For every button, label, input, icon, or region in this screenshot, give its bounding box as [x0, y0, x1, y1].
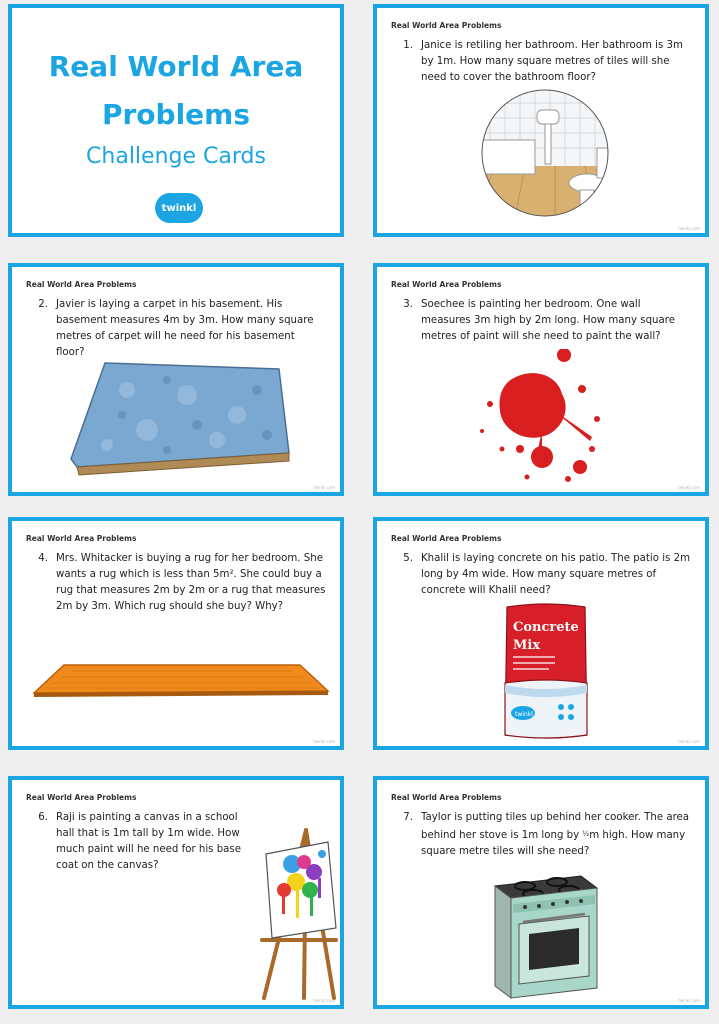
twinkl-logo: twinkl [155, 193, 203, 223]
bag-label-line-1: Concrete [513, 620, 579, 635]
corner-mark: twinkl.com [678, 485, 700, 490]
question-text: Khalil is laying concrete on his patio. The patio is 2m long by 4m wide. How many square metres of concrete will Khalil need? [421, 553, 691, 596]
fraction-half: ½ [582, 830, 590, 838]
stove-image [489, 868, 599, 1003]
question-number: 2. [38, 299, 48, 310]
question-number: 6. [38, 812, 48, 823]
question-number: 7. [403, 812, 413, 823]
card-header: Real World Area Problems [391, 21, 502, 30]
question-number: 4. [38, 553, 48, 564]
card-header: Real World Area Problems [391, 280, 502, 289]
question [30, 551, 326, 615]
corner-mark: twinkl.com [678, 226, 700, 231]
corner-mark: twinkl.com [678, 739, 700, 744]
question-text-end: m high. How many square metre tiles will she need? [421, 830, 686, 857]
bag-logo: twinkl [515, 711, 533, 718]
question-text: Javier is laying a carpet in his basement. His basement measures 4m by 3m. How many square metres of carpet will he need for his basement floor? [56, 299, 314, 358]
challenge-card-3 [373, 263, 709, 496]
question [30, 810, 250, 874]
question-text-start: Taylor is putting tiles up behind her cooker. The area behind her stove is 1m long by [421, 812, 690, 841]
question-number: 1. [403, 40, 413, 51]
question [30, 297, 326, 361]
challenge-card-6 [8, 776, 344, 1009]
question-text: Soechee is painting her bedroom. One wall measures 3m high by 2m long. How many square metres of paint will she need to paint the wall? [421, 299, 675, 342]
card-header: Real World Area Problems [391, 534, 502, 543]
title-line-2: Problems [101, 98, 251, 131]
title-card [8, 4, 344, 237]
question [395, 297, 691, 345]
question-text: Mrs. Whitacker is buying a rug for her bedroom. She wants a rug which is less than 5m². She could buy a rug that measures 2m by 2m or a rug that measures 2m by 3m. Which rug should she buy? Why? [56, 553, 326, 612]
paint-splat-image [472, 349, 617, 489]
card-header: Real World Area Problems [391, 793, 502, 802]
easel-canvas-image [254, 828, 344, 1003]
question-text [421, 810, 691, 860]
question-number: 3. [403, 299, 413, 310]
question [395, 810, 691, 860]
corner-mark: twinkl.com [313, 998, 335, 1003]
corner-mark: twinkl.com [678, 998, 700, 1003]
subtitle: Challenge Cards [86, 144, 266, 169]
carpet-image [67, 355, 292, 480]
question-text: Janice is retiling her bathroom. Her bathroom is 3m by 1m. How many square metres of tiles will she need to cover the bathroom floor? [421, 40, 683, 83]
card-header: Real World Area Problems [26, 534, 137, 543]
question-number: 5. [403, 553, 413, 564]
challenge-card-7 [373, 776, 709, 1009]
challenge-card-1 [373, 4, 709, 237]
rug-image [32, 659, 332, 704]
card-header: Real World Area Problems [26, 280, 137, 289]
corner-mark: twinkl.com [313, 485, 335, 490]
question [395, 38, 691, 86]
bag-label-line-2: Mix [513, 638, 541, 653]
title-line-1: Real World Area [48, 50, 304, 83]
card-header: Real World Area Problems [26, 793, 137, 802]
bathroom-image [475, 88, 615, 218]
question [395, 551, 691, 599]
corner-mark: twinkl.com [313, 739, 335, 744]
question-text: Raji is painting a canvas in a school hall that is 1m tall by 1m wide. How much paint will he need for his base coat on the canvas? [56, 812, 241, 871]
concrete-bag-image [501, 601, 591, 741]
challenge-card-2 [8, 263, 344, 496]
challenge-card-4 [8, 517, 344, 750]
challenge-card-5 [373, 517, 709, 750]
